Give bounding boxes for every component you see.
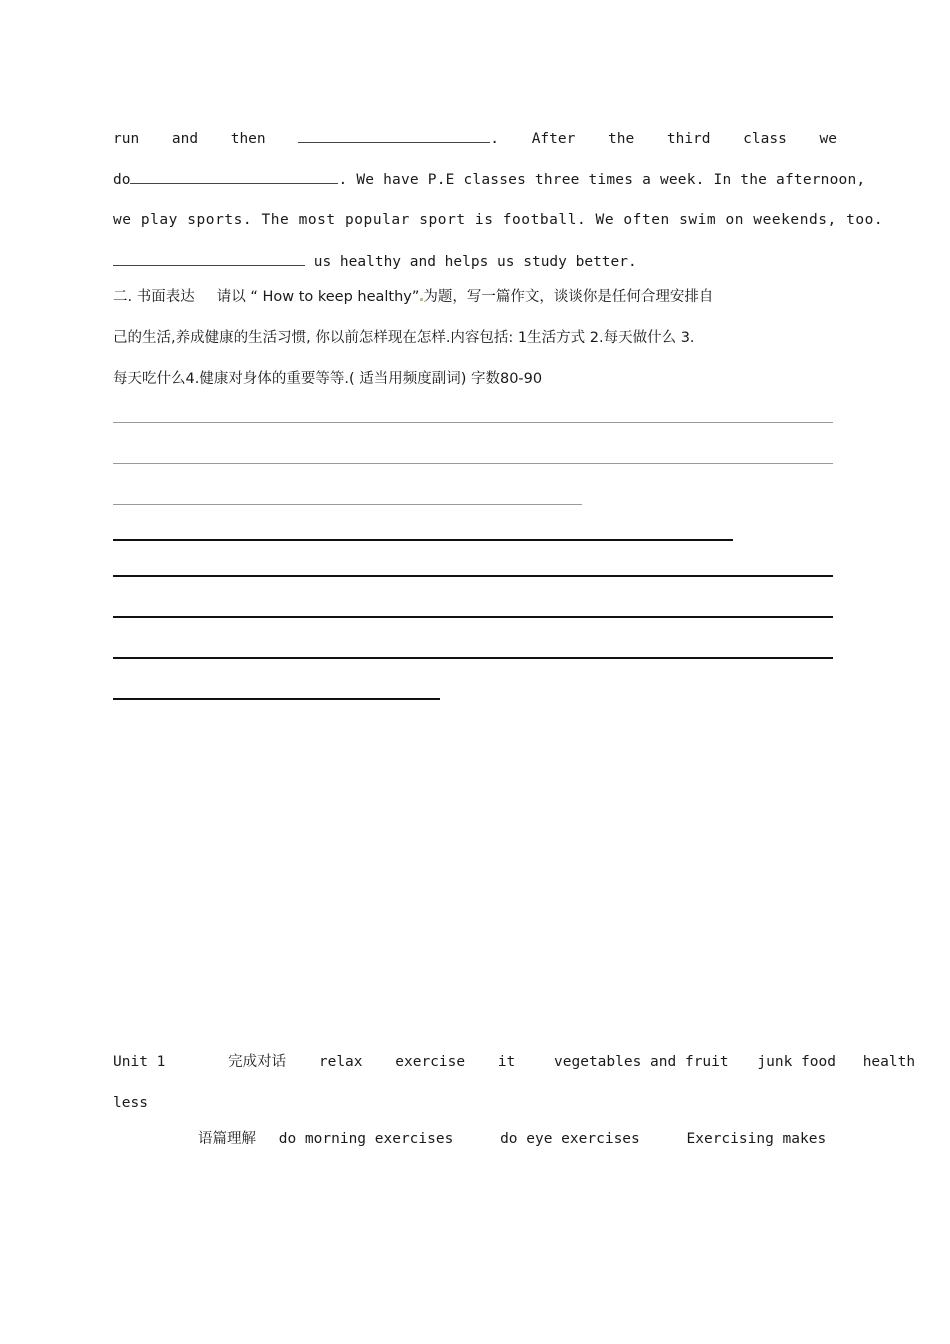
passage-line-1 [113,128,837,149]
passage-line-4: us healthy and helps us study better. [113,251,837,272]
answer-key-line-3 [198,1129,838,1149]
fill-blank-2[interactable] [130,169,338,184]
section-label: 语篇理解 [198,1131,256,1147]
word: class [743,131,787,147]
answer-item: health [862,1054,916,1070]
section-label: 完成对话 [228,1054,287,1070]
section-heading: 二. 书面表达 [113,289,195,305]
writing-prompt-line-3: 每天吃什么4.健康对身体的重要等等.( 适当用频度副词) 字数80-90 [113,371,543,387]
answer-item: exercise [395,1054,466,1070]
answer-item: vegetables and fruit [554,1054,729,1070]
writing-prompt-line-1: 二. 书面表达 请以 “ How to keep healthy” 为题，写一篇作文，谈谈你是任何合理安排自 [113,289,714,305]
writing-line[interactable] [113,539,733,541]
writing-line[interactable] [113,698,440,700]
answer-item: do morning exercises [278,1131,454,1147]
writing-line[interactable] [113,504,582,505]
answer-item: do eye exercises [500,1131,640,1147]
writing-line[interactable] [113,463,833,464]
fill-blank-3[interactable] [113,251,305,266]
unit-label: Unit 1 [113,1054,166,1070]
answer-item: junk food [757,1054,836,1070]
word: third [666,131,711,147]
passage-line-2: do . We have P.E classes three times a week. In the afternoon, [113,169,837,190]
answer-item: Exercising makes [686,1131,827,1147]
word: then [230,131,266,147]
writing-line[interactable] [113,575,833,577]
writing-prompt-line-2: 己的生活,养成健康的生活习惯, 你以前怎样现在怎样.内容包括: 1生活方式 2.每天做什么 3. [113,330,695,346]
answer-key-line-1 [113,1052,916,1072]
answer-item: it [497,1054,516,1070]
writing-line[interactable] [113,616,833,618]
word: After [531,131,576,147]
writing-line[interactable] [113,657,833,659]
answer-item: relax [318,1054,363,1070]
passage-line-3: we play sports. The most popular sport is football. We often swim on weekends, too. [113,212,884,228]
word: and [171,131,199,147]
answer-key-line-2: less [113,1095,148,1111]
fill-blank-1[interactable]: . [298,128,499,149]
word: run [113,131,140,147]
word: the [608,131,635,147]
word: we [819,131,837,147]
writing-line[interactable] [113,422,833,423]
